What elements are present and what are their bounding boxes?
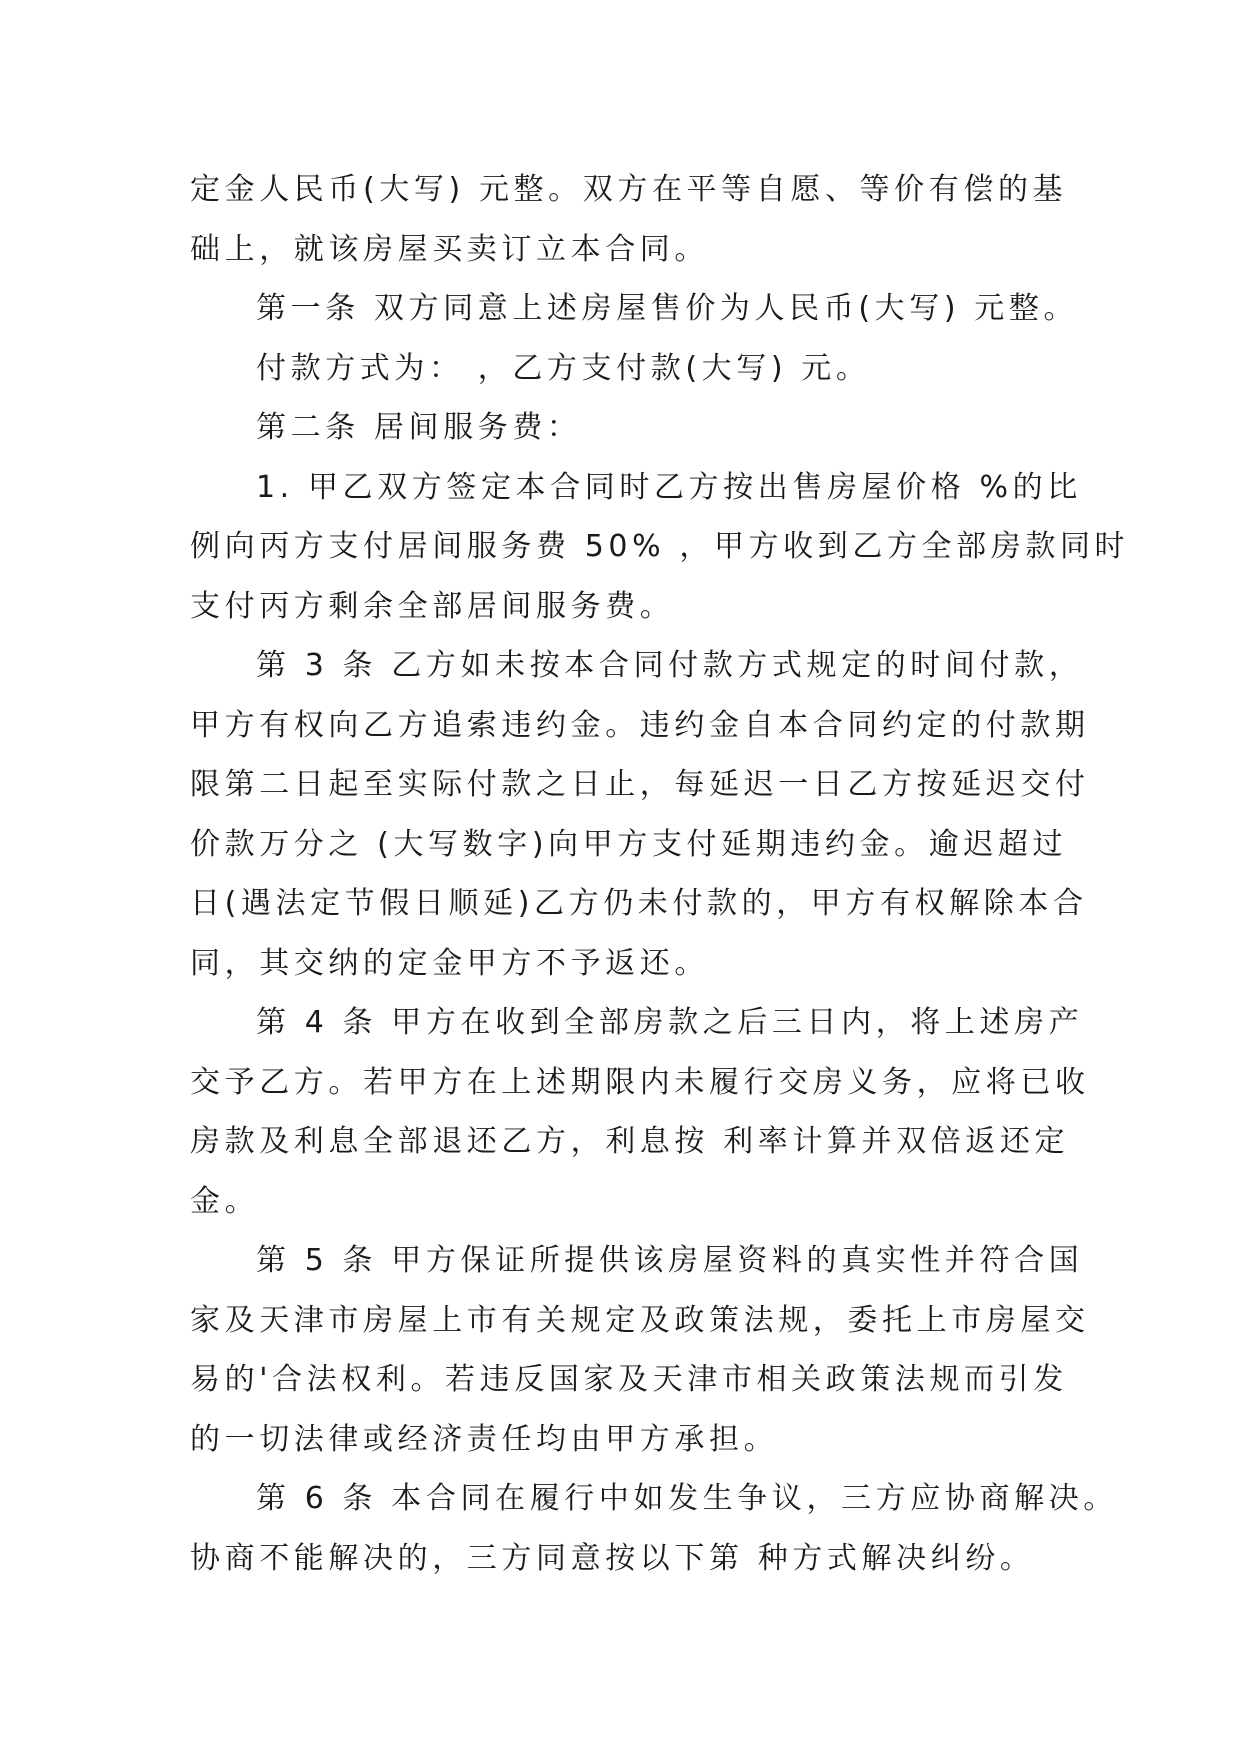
text-line: 付款方式为： ，乙方支付款(大写) 元。 — [256, 350, 871, 386]
text-line: 易的'合法权利。若违反国家及天津市相关政策法规而引发 — [190, 1362, 1068, 1397]
text-line: 协商不能解决的，三方同意按以下第 种方式解决纠纷。 — [190, 1540, 1035, 1576]
text-line: 第二条 居间服务费： — [256, 410, 582, 445]
text-line: 1. 甲乙双方签定本合同时乙方按出售房屋价格 %的比 — [256, 469, 1082, 505]
contract-text-body — [190, 160, 1130, 1588]
text-line: 日(遇法定节假日顺延)乙方仍未付款的，甲方有权解除本合 — [190, 886, 1088, 921]
text-line: 家及天津市房屋上市有关规定及政策法规，委托上市房屋交 — [190, 1302, 1090, 1338]
text-line: 价款万分之 (大写数字)向甲方支付延期违约金。逾迟超过 — [190, 826, 1068, 862]
text-line: 础上，就该房屋买卖订立本合同。 — [190, 231, 709, 267]
text-line: 第一条 双方同意上述房屋售价为人民币(大写) 元整。 — [256, 291, 1079, 326]
text-line: 限第二日起至实际付款之日止，每延迟一日乙方按延迟交付 — [190, 767, 1090, 802]
text-line: 甲方有权向乙方追索违约金。违约金自本合同约定的付款期 — [190, 707, 1090, 743]
text-line: 第 4 条 甲方在收到全部房款之后三日内，将上述房产 — [256, 1005, 1084, 1040]
text-line: 支付丙方剩余全部居间服务费。 — [190, 588, 675, 624]
text-line: 第 5 条 甲方保证所提供该房屋资料的真实性并符合国 — [256, 1243, 1084, 1278]
text-line: 第 3 条 乙方如未按本合同付款方式规定的时间付款， — [256, 648, 1084, 683]
text-line: 房款及利息全部退还乙方，利息按 利率计算并双倍返还定 — [190, 1124, 1070, 1159]
text-line: 交予乙方。若甲方在上述期限内未履行交房义务，应将已收 — [190, 1064, 1090, 1100]
text-line: 定金人民币(大写) 元整。双方在平等自愿、等价有偿的基 — [190, 172, 1068, 207]
text-line: 例向丙方支付居间服务费 50% ，甲方收到乙方全部房款同时 — [190, 529, 1130, 564]
text-line: 的一切法律或经济责任均由甲方承担。 — [190, 1421, 779, 1457]
text-line: 金。 — [190, 1183, 260, 1219]
text-line: 第 6 条 本合同在履行中如发生争议，三方应协商解决。 — [256, 1481, 1118, 1516]
text-line: 同，其交纳的定金甲方不予返还。 — [190, 945, 709, 981]
